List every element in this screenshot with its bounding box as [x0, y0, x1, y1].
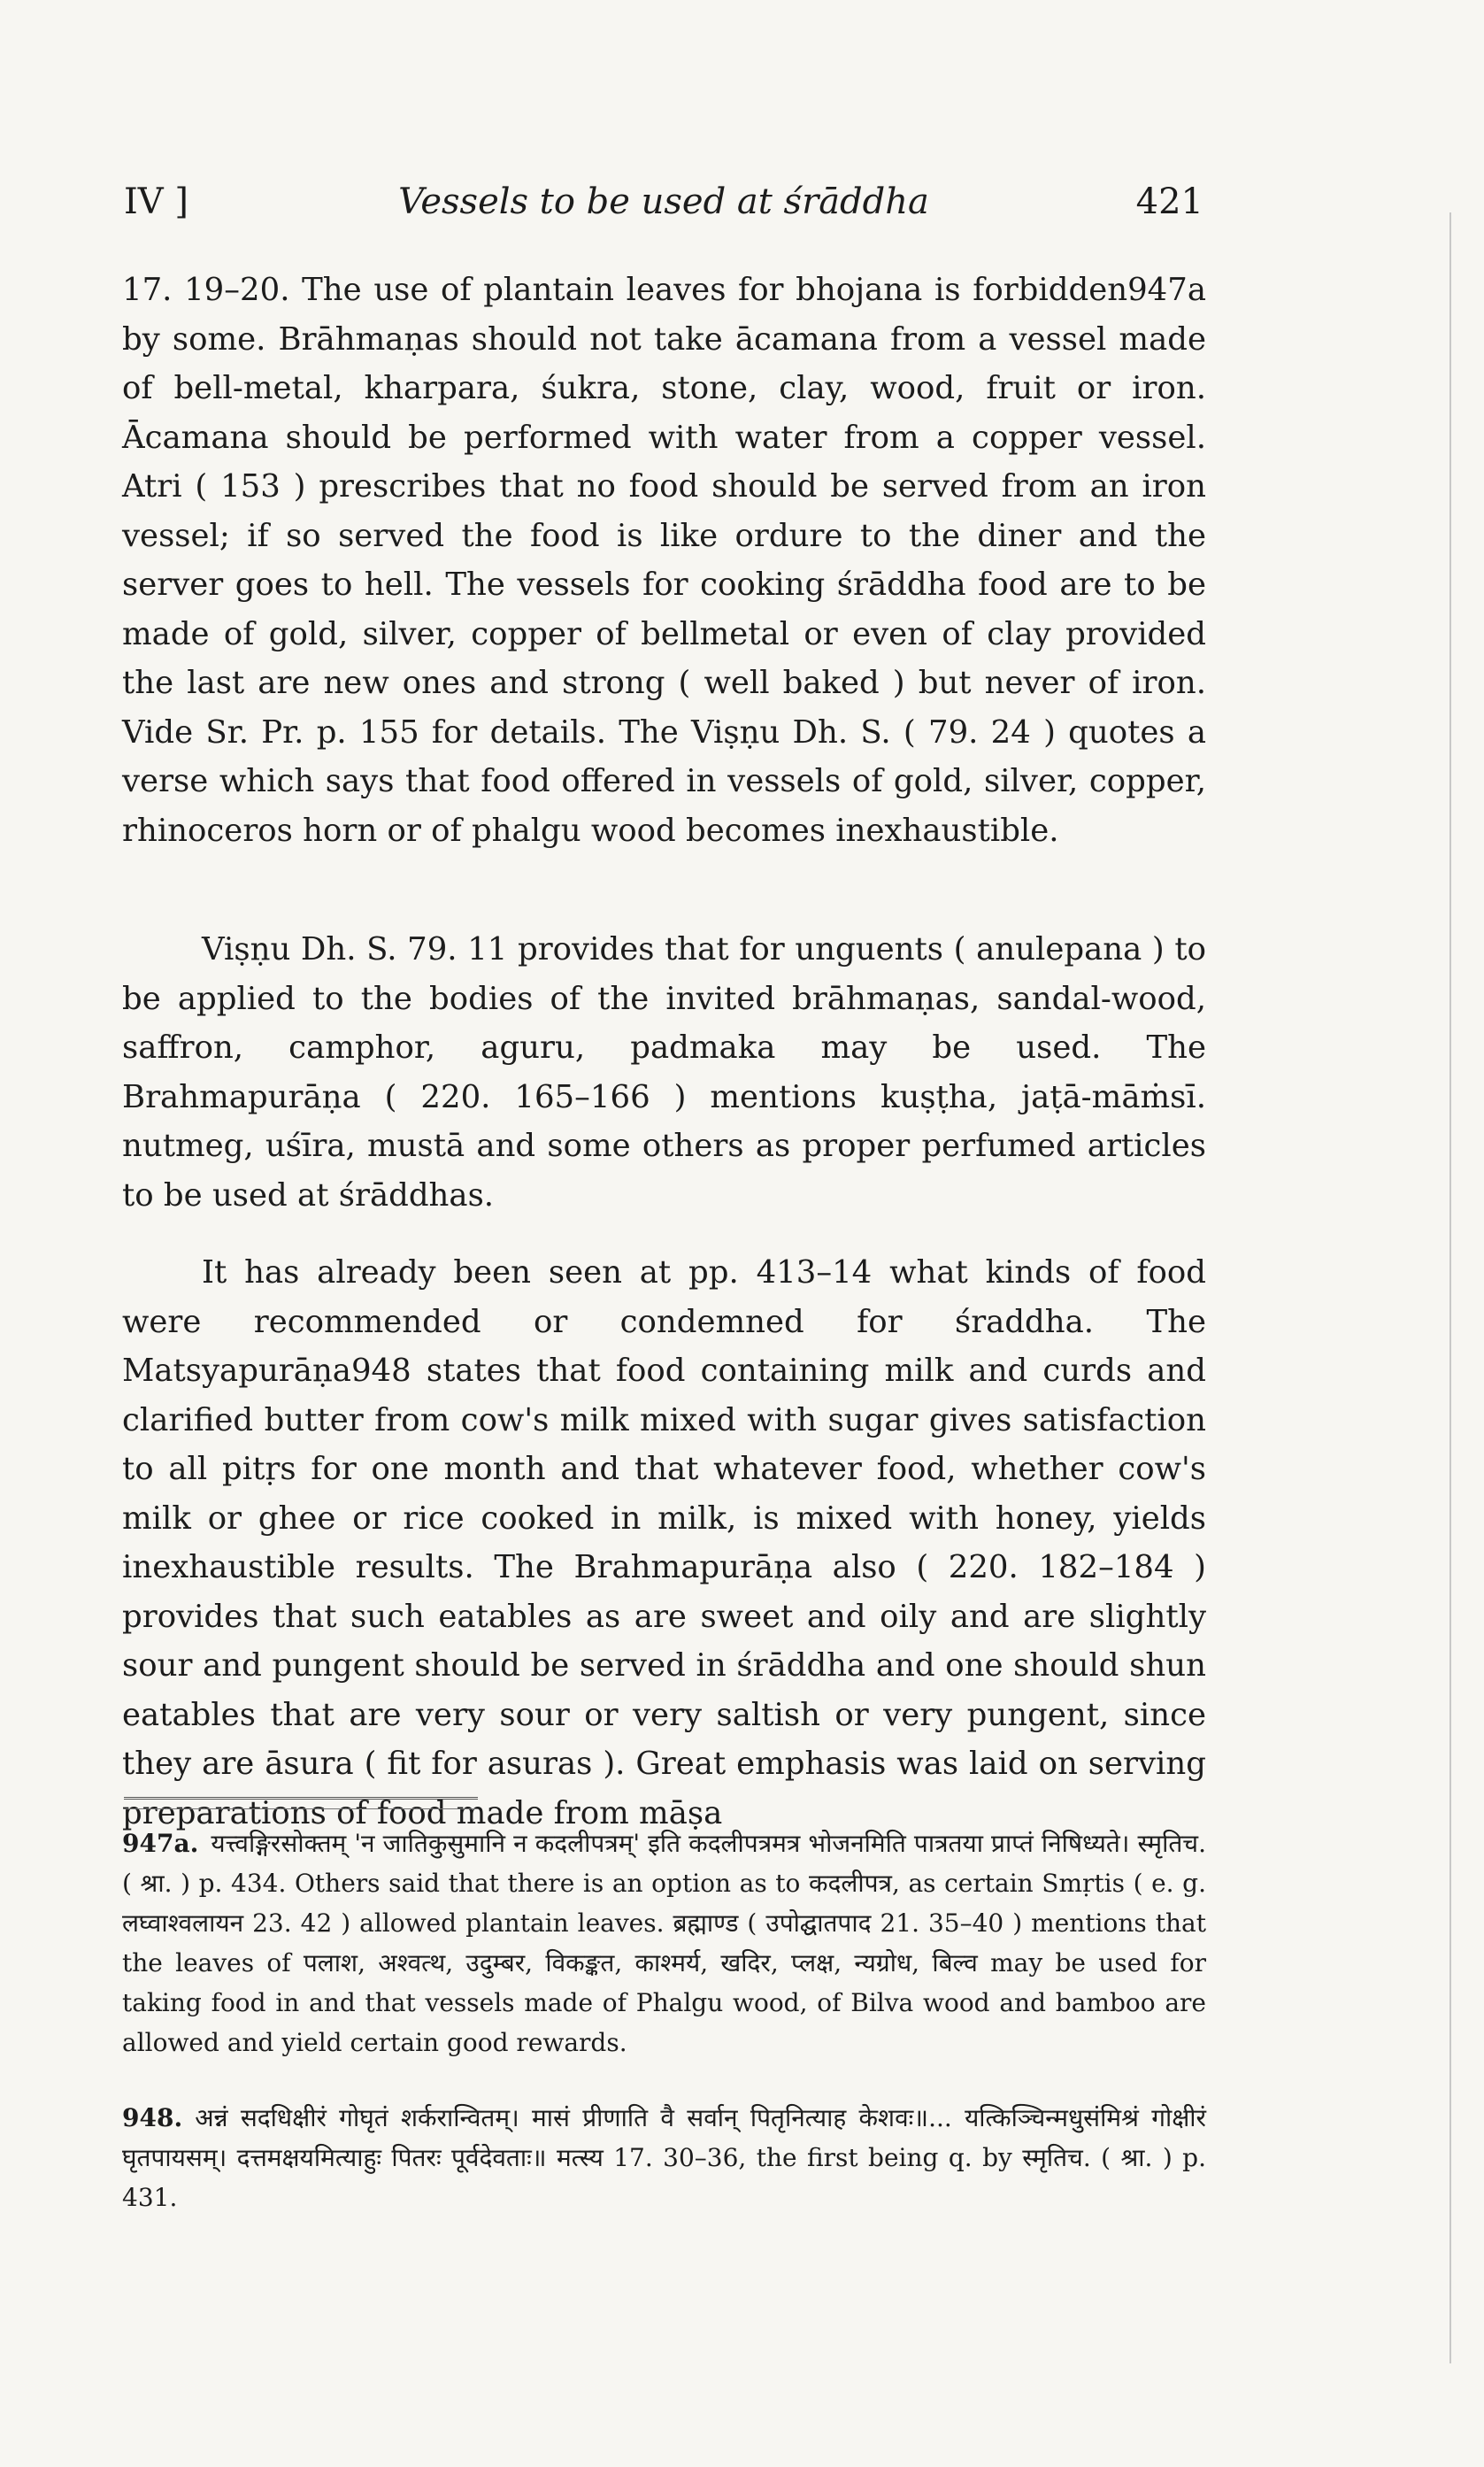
paragraph-recommended-food: It has already been seen at pp. 413–14 what kinds of food were recommended or condemned for śraddha. The Matsyapurāṇa948 states that food containing milk and curds and clarified butter from cow's milk mixed with sugar gives satisfaction to all pitṛs for one month and that whatever food, whether cow's milk or ghee or rice cooked in milk, is mixed with honey, yields inexhaustible results. The Brahmapurāṇa also ( 220. 182–184 ) provides that such eatables as are sweet and oily and are slightly sour and pungent should be served in śrāddha and one should shun eatables that are very sour or very saltish or very pungent, since they are āsura ( fit for asuras ). Great emphasis was laid on serving preparations of food made from māṣa [122, 1254, 1206, 1831]
page-number: 421 [1135, 181, 1203, 222]
paragraph-unguents: Viṣṇu Dh. S. 79. 11 provides that for unguents ( anulepana ) to be applied to the bodies of the invited brāhmaṇas, sandal-wood, saffron, camphor, aguru, padmaka may be used. The Brahmapurāṇa ( 220. 165–166 ) mentions kuṣṭha, jaṭā-māṁsī. nutmeg, uśīra, mustā and some others as proper perfumed articles to be used at śrāddhas. [122, 931, 1206, 1214]
paragraph-plantain-leaves: 17. 19–20. The use of plantain leaves for bhojana is forbidden947a by some. Brāhmaṇas should not take ācamana from a vessel made of bell-metal, kharpara, śukra, stone, clay, wood, fruit or iron. Ācamana should be performed with water from a copper vessel. Atri ( 153 ) prescribes that no food should be served from an iron vessel; if so served the food is like ordure to the diner and the server goes to hell. The vessels for cooking śrāddha food are to be made of gold, silver, copper of bellmetal or even of clay provided the last are new ones and strong ( well baked ) but never of iron. Vide Sr. Pr. p. 155 for details. The Viṣṇu Dh. S. ( 79. 24 ) quotes a verse which says that food offered in vessels of gold, silver, copper, rhinoceros horn or of phalgu wood becomes inexhaustible. [122, 272, 1206, 849]
footnote-divider [124, 1797, 478, 1809]
chapter-marker: IV ] [124, 181, 189, 222]
running-title: Vessels to be used at śrāddha [398, 181, 929, 222]
footnote-947a [122, 1823, 1206, 2062]
footnote-marker: 947a. [122, 1829, 199, 1858]
footnote-marker: 948. [122, 2103, 183, 2132]
page-header [124, 181, 1203, 235]
scan-margin-line [1449, 212, 1451, 2363]
footnote-948 [122, 2098, 1206, 2217]
footnote-text: अन्नं सदधिक्षीरं गोघृतं शर्करान्वितम्। मासं प्रीणाति वै सर्वान् पितृनित्याह केशवः॥... यत्किञ्चिन्मधुसंमिश्रं गोक्षीरं घृतपायसम्। दत्तमक्षयमित्याहुः पितरः पूर्वदेवताः॥ मत्स्य 17. 30–36, the first being q. by स्मृतिच. ( श्रा. ) p. 431. [122, 2103, 1206, 2212]
footnote-text: यत्त्वङ्गिरसोक्तम् 'न जातिकुसुमानि न कदलीपत्रम्' इति कदलीपत्रमत्र भोजनमिति पात्रतया प्राप्तं निषिध्यते। स्मृतिच. ( श्रा. ) p. 434. Others said that there is an option as to कदलीपत्र, as certain Smṛtis ( e. g. लघ्वाश्वलायन 23. 42 ) allowed plantain leaves. ब्रह्माण्ड ( उपोद्घातपाद 21. 35–40 ) mentions that the leaves of पलाश, अश्वत्थ, उदुम्बर, विकङ्कत, काश्मर्य, खदिर, प्लक्ष, न्यग्रोध, बिल्व may be used for taking food in and that vessels made of Phalgu wood, of Bilva wood and bamboo are allowed and yield certain good rewards. [122, 1829, 1206, 2057]
